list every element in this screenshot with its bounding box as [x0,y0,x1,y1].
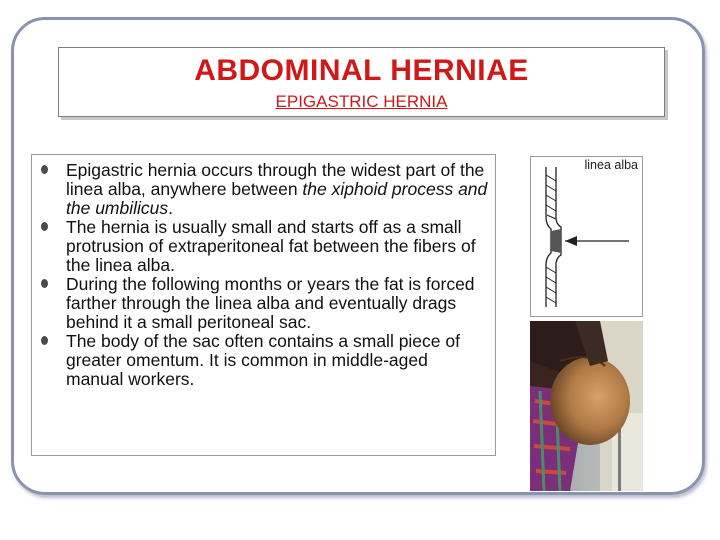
bullet-dot-icon [41,279,48,288]
content-box [31,154,496,456]
bullet-text: Epigastric hernia occurs through the widest part of the linea alba, anywhere between [66,160,485,199]
bullet-dot-icon [41,165,48,174]
page-subtitle: EPIGASTRIC HERNIA [275,92,448,111]
bullet-dot-icon [41,336,48,345]
bullet-item [40,161,490,218]
bullet-text: the xiphoid process and the umbilicus [66,179,488,218]
hernia-cross-section-drawing [531,157,642,316]
diagram-label: linea alba [584,158,638,172]
linea-alba-diagram [530,156,643,317]
title-box [58,47,665,117]
bullet-text: The body of the sac often contains a small piece of greater omentum. It is common in middle-aged manual workers. [66,331,460,389]
bullet-text: . [168,198,174,218]
bullet-dot-icon [41,222,48,231]
hernia-photo [530,321,643,491]
bullet-item [40,218,490,275]
patient-photo-illustration [530,321,643,491]
bullet-text: The hernia is usually small and starts off as a small protrusion of extraperitoneal fat between the fibers of the linea alba. [66,217,476,275]
bullet-item [40,332,490,389]
page-title: ABDOMINAL HERNIAE [194,54,529,87]
bullet-item [40,275,490,332]
bullet-list [40,161,490,389]
bullet-text: During the following months or years the fat is forced farther through the linea alba and eventually drags behind it a small peritoneal sac. [66,274,475,332]
